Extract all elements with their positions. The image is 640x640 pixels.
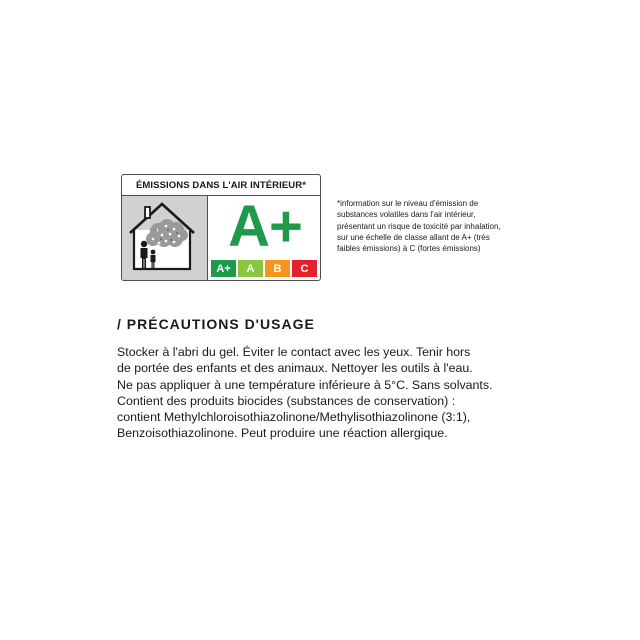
scale-cell-c: C (292, 260, 317, 277)
emission-grade: A+ (228, 194, 302, 259)
precautions-line: Contient des produits biocides (substances de conservation) : (117, 393, 456, 408)
precautions-line: de portée des enfants et des animaux. Nettoyer les outils à l'eau. (117, 361, 473, 376)
emissions-label-title: ÉMISSIONS DANS L'AIR INTÉRIEUR* (122, 175, 320, 196)
precautions-line: Ne pas appliquer à une température inférieure à 5°C. Sans solvants. (117, 377, 493, 392)
footnote-line: substances volatiles dans l'air intérieur, (337, 210, 476, 220)
footnote-line: *information sur le niveau d'émission de (337, 199, 479, 208)
footnote-line: faibles émissions) à C (fortes émissions) (337, 244, 481, 254)
footnote-line: présentant un risque de toxicité par inhalation, (337, 221, 501, 231)
scale-cell-a-plus: A+ (211, 260, 236, 277)
house-panel (122, 196, 208, 280)
precautions-line: contient Methylchloroisothiazolinone/Methylisothiazolinone (3:1), (117, 410, 471, 425)
emissions-label-body (122, 196, 320, 280)
emissions-label (121, 174, 321, 281)
scale-cell-b: B (265, 260, 290, 277)
scale-cell-a: A (238, 260, 263, 277)
precautions-text (117, 344, 547, 442)
precautions-line: Benzoisothiazolinone. Peut produire une réaction allergique. (117, 426, 448, 441)
footnote-line: sur une échelle de classe allant de A+ (très (337, 232, 490, 242)
emissions-footnote (337, 198, 537, 254)
precautions-line: Stocker à l'abri du gel. Éviter le contact avec les yeux. Tenir hors (117, 345, 471, 359)
precautions-title: / PRÉCAUTIONS D'USAGE (117, 316, 315, 332)
emission-scale (211, 260, 317, 277)
house-icon (122, 196, 207, 279)
